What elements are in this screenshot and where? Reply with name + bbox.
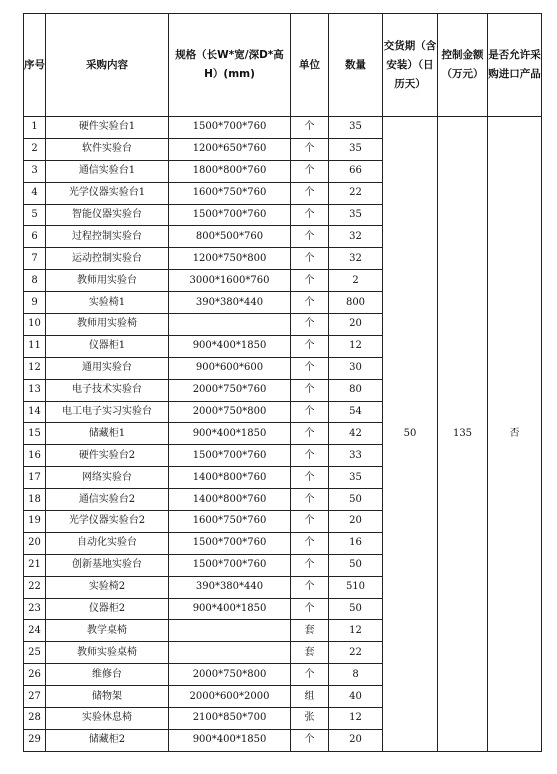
cell-spec: 3000*1600*760	[169, 270, 291, 292]
cell-no: 15	[24, 423, 46, 445]
cell-no: 20	[24, 532, 46, 554]
cell-unit: 个	[291, 270, 329, 292]
cell-qty: 800	[329, 292, 383, 314]
header-content: 采购内容	[46, 14, 169, 117]
cell-content: 通信实验台2	[46, 489, 169, 511]
cell-qty: 35	[329, 138, 383, 160]
header-no: 序号	[24, 14, 46, 117]
cell-content: 自动化实验台	[46, 532, 169, 554]
cell-qty: 42	[329, 423, 383, 445]
cell-spec: 1600*750*760	[169, 182, 291, 204]
cell-spec: 1400*800*760	[169, 467, 291, 489]
cell-no: 27	[24, 686, 46, 708]
cell-spec: 1500*700*760	[169, 445, 291, 467]
cell-spec: 2000*750*760	[169, 379, 291, 401]
cell-unit: 个	[291, 335, 329, 357]
cell-unit: 个	[291, 138, 329, 160]
cell-spec: 390*380*440	[169, 292, 291, 314]
cell-no: 11	[24, 335, 46, 357]
cell-content: 软件实验台	[46, 138, 169, 160]
cell-unit: 个	[291, 511, 329, 533]
cell-unit: 个	[291, 445, 329, 467]
cell-no: 2	[24, 138, 46, 160]
cell-content: 储藏柜2	[46, 729, 169, 751]
cell-no: 4	[24, 182, 46, 204]
cell-content: 过程控制实验台	[46, 226, 169, 248]
cell-spec	[169, 314, 291, 336]
cell-unit: 个	[291, 554, 329, 576]
cell-qty: 32	[329, 226, 383, 248]
cell-spec: 1400*800*760	[169, 489, 291, 511]
cell-content: 教师实验桌椅	[46, 642, 169, 664]
cell-unit: 个	[291, 729, 329, 751]
cell-no: 12	[24, 357, 46, 379]
cell-qty: 35	[329, 467, 383, 489]
cell-spec: 1200*750*800	[169, 248, 291, 270]
procurement-table	[23, 13, 542, 752]
cell-content: 硬件实验台2	[46, 445, 169, 467]
cell-spec: 1200*650*760	[169, 138, 291, 160]
cell-no: 24	[24, 620, 46, 642]
cell-spec: 390*380*440	[169, 576, 291, 598]
cell-unit: 组	[291, 686, 329, 708]
cell-no: 29	[24, 729, 46, 751]
cell-unit: 个	[291, 598, 329, 620]
cell-no: 28	[24, 708, 46, 730]
cell-qty: 20	[329, 314, 383, 336]
cell-qty: 20	[329, 729, 383, 751]
cell-content: 网络实验台	[46, 467, 169, 489]
cell-unit: 个	[291, 489, 329, 511]
cell-qty: 12	[329, 335, 383, 357]
cell-qty: 22	[329, 642, 383, 664]
cell-unit: 个	[291, 532, 329, 554]
cell-no: 5	[24, 204, 46, 226]
header-spec: 规格（长W*宽/深D*高H）(mm)	[169, 14, 291, 117]
cell-content: 通信实验台1	[46, 160, 169, 182]
cell-spec: 1500*700*760	[169, 532, 291, 554]
merged-budget: 135	[438, 117, 488, 752]
cell-spec: 800*500*760	[169, 226, 291, 248]
cell-spec: 900*400*1850	[169, 598, 291, 620]
cell-content: 储藏柜1	[46, 423, 169, 445]
header-row	[24, 14, 542, 117]
cell-unit: 个	[291, 357, 329, 379]
cell-unit: 个	[291, 423, 329, 445]
cell-no: 14	[24, 401, 46, 423]
cell-no: 16	[24, 445, 46, 467]
cell-qty: 30	[329, 357, 383, 379]
cell-spec: 1800*800*760	[169, 160, 291, 182]
cell-qty: 40	[329, 686, 383, 708]
cell-unit: 张	[291, 708, 329, 730]
cell-unit: 个	[291, 314, 329, 336]
cell-qty: 510	[329, 576, 383, 598]
cell-content: 教师用实验台	[46, 270, 169, 292]
cell-qty: 50	[329, 554, 383, 576]
cell-no: 9	[24, 292, 46, 314]
cell-spec: 2000*750*800	[169, 401, 291, 423]
cell-unit: 个	[291, 248, 329, 270]
cell-content: 实验椅2	[46, 576, 169, 598]
table-row	[24, 117, 542, 139]
merged-import: 否	[488, 117, 542, 752]
cell-spec: 900*400*1850	[169, 335, 291, 357]
cell-qty: 12	[329, 708, 383, 730]
header-import: 是否允许采购进口产品	[488, 14, 542, 117]
cell-qty: 8	[329, 664, 383, 686]
cell-qty: 16	[329, 532, 383, 554]
cell-content: 仪器柜1	[46, 335, 169, 357]
cell-no: 23	[24, 598, 46, 620]
cell-spec: 2100*850*700	[169, 708, 291, 730]
cell-no: 17	[24, 467, 46, 489]
cell-spec: 1500*700*760	[169, 117, 291, 139]
cell-content: 光学仪器实验台2	[46, 511, 169, 533]
cell-qty: 2	[329, 270, 383, 292]
cell-content: 教师用实验椅	[46, 314, 169, 336]
cell-content: 教学桌椅	[46, 620, 169, 642]
cell-qty: 32	[329, 248, 383, 270]
cell-content: 运动控制实验台	[46, 248, 169, 270]
cell-qty: 54	[329, 401, 383, 423]
cell-content: 实验休息椅	[46, 708, 169, 730]
cell-qty: 22	[329, 182, 383, 204]
cell-unit: 套	[291, 642, 329, 664]
cell-qty: 66	[329, 160, 383, 182]
cell-no: 10	[24, 314, 46, 336]
cell-no: 8	[24, 270, 46, 292]
table-body	[24, 117, 542, 752]
cell-unit: 套	[291, 620, 329, 642]
cell-spec: 2000*750*800	[169, 664, 291, 686]
header-delivery: 交货期（含安装）（日历天）	[383, 14, 438, 117]
cell-unit: 个	[291, 467, 329, 489]
cell-qty: 50	[329, 598, 383, 620]
cell-qty: 20	[329, 511, 383, 533]
cell-qty: 35	[329, 204, 383, 226]
cell-no: 1	[24, 117, 46, 139]
cell-spec: 1500*700*760	[169, 204, 291, 226]
cell-qty: 80	[329, 379, 383, 401]
cell-unit: 个	[291, 379, 329, 401]
cell-unit: 个	[291, 401, 329, 423]
cell-spec: 900*600*600	[169, 357, 291, 379]
cell-no: 18	[24, 489, 46, 511]
cell-content: 电工电子实习实验台	[46, 401, 169, 423]
cell-spec	[169, 642, 291, 664]
cell-qty: 35	[329, 117, 383, 139]
cell-no: 22	[24, 576, 46, 598]
cell-content: 通用实验台	[46, 357, 169, 379]
cell-spec: 2000*600*2000	[169, 686, 291, 708]
header-unit: 单位	[291, 14, 329, 117]
cell-no: 3	[24, 160, 46, 182]
cell-unit: 个	[291, 576, 329, 598]
cell-qty: 33	[329, 445, 383, 467]
cell-no: 25	[24, 642, 46, 664]
cell-unit: 个	[291, 292, 329, 314]
cell-spec: 900*400*1850	[169, 423, 291, 445]
cell-spec: 900*400*1850	[169, 729, 291, 751]
cell-no: 13	[24, 379, 46, 401]
cell-content: 实验椅1	[46, 292, 169, 314]
cell-spec	[169, 620, 291, 642]
cell-content: 储物架	[46, 686, 169, 708]
header-qty: 数量	[329, 14, 383, 117]
cell-qty: 12	[329, 620, 383, 642]
cell-unit: 个	[291, 664, 329, 686]
cell-content: 仪器柜2	[46, 598, 169, 620]
merged-delivery: 50	[383, 117, 438, 752]
header-budget: 控制金额（万元）	[438, 14, 488, 117]
cell-spec: 1600*750*760	[169, 511, 291, 533]
cell-content: 电子技术实验台	[46, 379, 169, 401]
cell-no: 21	[24, 554, 46, 576]
cell-no: 6	[24, 226, 46, 248]
cell-content: 创新基地实验台	[46, 554, 169, 576]
cell-unit: 个	[291, 226, 329, 248]
cell-no: 26	[24, 664, 46, 686]
cell-content: 维修台	[46, 664, 169, 686]
cell-unit: 个	[291, 160, 329, 182]
cell-no: 19	[24, 511, 46, 533]
cell-spec: 1500*700*760	[169, 554, 291, 576]
cell-qty: 50	[329, 489, 383, 511]
cell-unit: 个	[291, 117, 329, 139]
cell-no: 7	[24, 248, 46, 270]
cell-content: 光学仪器实验台1	[46, 182, 169, 204]
cell-unit: 个	[291, 204, 329, 226]
cell-unit: 个	[291, 182, 329, 204]
cell-content: 智能仪器实验台	[46, 204, 169, 226]
cell-content: 硬件实验台1	[46, 117, 169, 139]
